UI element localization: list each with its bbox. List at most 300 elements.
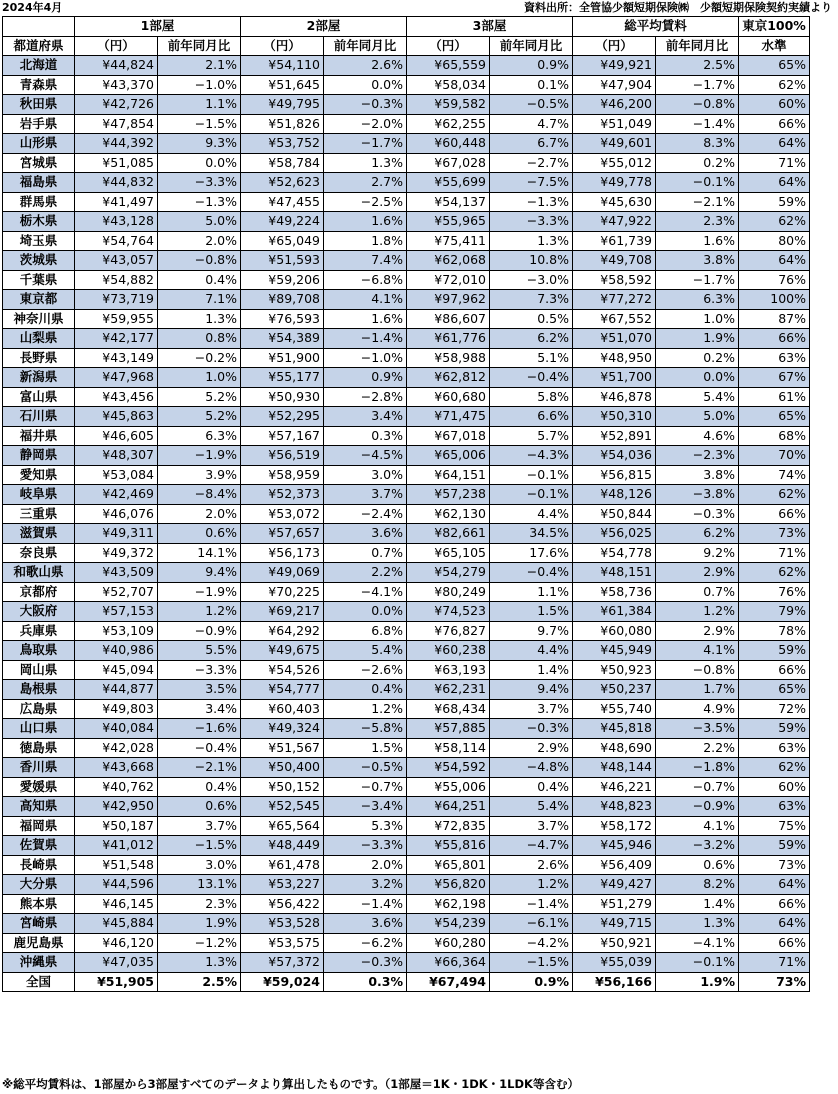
value-cell: 10.8%: [490, 251, 573, 271]
group-header-tokyo: 東京100%: [739, 17, 810, 37]
value-cell: ¥58,736: [573, 582, 656, 602]
value-cell: ¥60,680: [407, 387, 490, 407]
value-cell: 73%: [739, 855, 810, 875]
value-cell: −0.5%: [324, 758, 407, 778]
value-cell: −3.3%: [490, 212, 573, 232]
value-cell: ¥45,818: [573, 719, 656, 739]
prefecture-cell: 神奈川県: [3, 309, 75, 329]
value-cell: ¥51,567: [241, 738, 324, 758]
value-cell: 1.9%: [158, 914, 241, 934]
value-cell: −1.5%: [490, 953, 573, 973]
value-cell: ¥51,085: [75, 153, 158, 173]
table-body: [3, 56, 810, 992]
value-cell: ¥49,803: [75, 699, 158, 719]
value-cell: ¥46,076: [75, 504, 158, 524]
value-cell: 62%: [739, 758, 810, 778]
value-cell: 1.3%: [656, 914, 739, 934]
value-cell: ¥50,152: [241, 777, 324, 797]
value-cell: −1.9%: [158, 446, 241, 466]
value-cell: ¥76,827: [407, 621, 490, 641]
table-row: [3, 933, 810, 953]
value-cell: ¥49,675: [241, 641, 324, 661]
value-cell: 3.8%: [656, 251, 739, 271]
value-cell: −4.1%: [656, 933, 739, 953]
value-cell: ¥54,110: [241, 56, 324, 76]
value-cell: −7.5%: [490, 173, 573, 193]
value-cell: ¥61,478: [241, 855, 324, 875]
value-cell: ¥43,057: [75, 251, 158, 271]
value-cell: 8.3%: [656, 134, 739, 154]
prefecture-cell: 岩手県: [3, 114, 75, 134]
value-cell: 0.7%: [324, 543, 407, 563]
value-cell: ¥56,025: [573, 524, 656, 544]
value-cell: 3.6%: [324, 914, 407, 934]
table-row: [3, 836, 810, 856]
value-cell: ¥71,475: [407, 407, 490, 427]
value-cell: 63%: [739, 738, 810, 758]
value-cell: ¥62,198: [407, 894, 490, 914]
value-cell: 4.4%: [490, 641, 573, 661]
data-source: 資料出所：全管協少額短期保険㈱ 少額短期保険契約実績より: [524, 1, 832, 14]
prefecture-cell: 岡山県: [3, 660, 75, 680]
value-cell: 5.1%: [490, 348, 573, 368]
value-cell: ¥57,167: [241, 426, 324, 446]
sub-header-cell: 前年同月比: [490, 36, 573, 56]
table-row: [3, 407, 810, 427]
value-cell: 4.6%: [656, 426, 739, 446]
prefecture-cell: 岐阜県: [3, 485, 75, 505]
sub-header-cell: 前年同月比: [158, 36, 241, 56]
prefecture-cell: 大阪府: [3, 602, 75, 622]
value-cell: 64%: [739, 173, 810, 193]
value-cell: ¥43,128: [75, 212, 158, 232]
value-cell: ¥40,986: [75, 641, 158, 661]
value-cell: ¥56,820: [407, 875, 490, 895]
value-cell: 1.2%: [324, 699, 407, 719]
value-cell: ¥54,239: [407, 914, 490, 934]
value-cell: −3.3%: [158, 660, 241, 680]
value-cell: −0.1%: [656, 173, 739, 193]
value-cell: ¥65,564: [241, 816, 324, 836]
value-cell: −3.3%: [324, 836, 407, 856]
value-cell: 72%: [739, 699, 810, 719]
value-cell: −0.7%: [324, 777, 407, 797]
value-cell: ¥64,151: [407, 465, 490, 485]
sub-header-cell: 水準: [739, 36, 810, 56]
value-cell: 1.1%: [490, 582, 573, 602]
value-cell: 74%: [739, 465, 810, 485]
value-cell: ¥46,200: [573, 95, 656, 115]
prefecture-cell: 沖縄県: [3, 953, 75, 973]
value-cell: −0.3%: [656, 504, 739, 524]
value-cell: ¥55,039: [573, 953, 656, 973]
value-cell: 3.9%: [158, 465, 241, 485]
value-cell: −2.0%: [324, 114, 407, 134]
value-cell: ¥50,930: [241, 387, 324, 407]
value-cell: 2.3%: [158, 894, 241, 914]
value-cell: 4.4%: [490, 504, 573, 524]
value-cell: 61%: [739, 387, 810, 407]
value-cell: 6.7%: [490, 134, 573, 154]
value-cell: −1.7%: [656, 270, 739, 290]
value-cell: −0.3%: [324, 953, 407, 973]
value-cell: ¥59,206: [241, 270, 324, 290]
value-cell: 4.7%: [490, 114, 573, 134]
value-cell: 5.2%: [158, 407, 241, 427]
group-header-average: 総平均賃料: [573, 17, 739, 37]
value-cell: ¥42,950: [75, 797, 158, 817]
value-cell: 78%: [739, 621, 810, 641]
value-cell: ¥66,364: [407, 953, 490, 973]
group-header-row: [3, 17, 810, 37]
prefecture-cell: 熊本県: [3, 894, 75, 914]
value-cell: ¥58,172: [573, 816, 656, 836]
value-cell: ¥76,593: [241, 309, 324, 329]
sub-header-row: [3, 36, 810, 56]
value-cell: 2.5%: [656, 56, 739, 76]
value-cell: 2.6%: [490, 855, 573, 875]
value-cell: 6.6%: [490, 407, 573, 427]
value-cell: 66%: [739, 933, 810, 953]
value-cell: 1.6%: [656, 231, 739, 251]
value-cell: 62%: [739, 75, 810, 95]
value-cell: −6.2%: [324, 933, 407, 953]
value-cell: ¥72,835: [407, 816, 490, 836]
group-header-3room: 3部屋: [407, 17, 573, 37]
value-cell: 71%: [739, 153, 810, 173]
value-cell: ¥49,427: [573, 875, 656, 895]
value-cell: 0.4%: [324, 680, 407, 700]
value-cell: 0.4%: [158, 777, 241, 797]
value-cell: −1.9%: [158, 582, 241, 602]
value-cell: 1.6%: [324, 212, 407, 232]
value-cell: 65%: [739, 56, 810, 76]
value-cell: 73%: [739, 524, 810, 544]
value-cell: −1.3%: [158, 192, 241, 212]
sub-header-cell: 都道府県: [3, 36, 75, 56]
value-cell: ¥67,018: [407, 426, 490, 446]
value-cell: −3.5%: [656, 719, 739, 739]
value-cell: ¥57,885: [407, 719, 490, 739]
value-cell: ¥58,959: [241, 465, 324, 485]
value-cell: ¥61,739: [573, 231, 656, 251]
table-row: [3, 602, 810, 622]
value-cell: ¥64,251: [407, 797, 490, 817]
table-row: [3, 738, 810, 758]
value-cell: 73%: [739, 972, 810, 992]
value-cell: ¥54,592: [407, 758, 490, 778]
value-cell: 5.4%: [324, 641, 407, 661]
value-cell: ¥44,877: [75, 680, 158, 700]
value-cell: −1.4%: [656, 114, 739, 134]
value-cell: 1.4%: [490, 660, 573, 680]
value-cell: 1.3%: [158, 309, 241, 329]
value-cell: 1.7%: [656, 680, 739, 700]
value-cell: 2.2%: [656, 738, 739, 758]
value-cell: ¥62,812: [407, 368, 490, 388]
table-row: [3, 797, 810, 817]
value-cell: 0.4%: [158, 270, 241, 290]
value-cell: −2.1%: [656, 192, 739, 212]
value-cell: 0.0%: [324, 75, 407, 95]
value-cell: ¥57,238: [407, 485, 490, 505]
value-cell: ¥65,105: [407, 543, 490, 563]
value-cell: ¥54,882: [75, 270, 158, 290]
value-cell: ¥52,707: [75, 582, 158, 602]
prefecture-cell: 長崎県: [3, 855, 75, 875]
value-cell: ¥61,384: [573, 602, 656, 622]
prefecture-cell: 宮城県: [3, 153, 75, 173]
prefecture-cell: 奈良県: [3, 543, 75, 563]
table-row: [3, 524, 810, 544]
value-cell: 7.1%: [158, 290, 241, 310]
value-cell: 1.3%: [158, 953, 241, 973]
value-cell: 2.3%: [656, 212, 739, 232]
value-cell: ¥60,080: [573, 621, 656, 641]
value-cell: −4.8%: [490, 758, 573, 778]
value-cell: ¥41,497: [75, 192, 158, 212]
value-cell: −0.7%: [656, 777, 739, 797]
value-cell: 0.8%: [158, 329, 241, 349]
value-cell: −0.5%: [490, 95, 573, 115]
group-header-1room: 1部屋: [75, 17, 241, 37]
value-cell: 79%: [739, 602, 810, 622]
value-cell: −0.3%: [490, 719, 573, 739]
value-cell: ¥60,280: [407, 933, 490, 953]
value-cell: 63%: [739, 797, 810, 817]
value-cell: −5.8%: [324, 719, 407, 739]
value-cell: 62%: [739, 563, 810, 583]
value-cell: 64%: [739, 875, 810, 895]
prefecture-cell: 和歌山県: [3, 563, 75, 583]
value-cell: ¥63,193: [407, 660, 490, 680]
value-cell: ¥65,801: [407, 855, 490, 875]
value-cell: 3.4%: [324, 407, 407, 427]
value-cell: ¥50,237: [573, 680, 656, 700]
value-cell: 7.4%: [324, 251, 407, 271]
table-row: [3, 641, 810, 661]
value-cell: −2.4%: [324, 504, 407, 524]
value-cell: −0.9%: [158, 621, 241, 641]
value-cell: −1.7%: [656, 75, 739, 95]
value-cell: −0.1%: [656, 953, 739, 973]
value-cell: ¥44,596: [75, 875, 158, 895]
value-cell: ¥49,224: [241, 212, 324, 232]
value-cell: ¥45,946: [573, 836, 656, 856]
value-cell: 0.2%: [656, 153, 739, 173]
value-cell: 62%: [739, 485, 810, 505]
value-cell: ¥56,815: [573, 465, 656, 485]
value-cell: ¥51,700: [573, 368, 656, 388]
sub-header-cell: 前年同月比: [324, 36, 407, 56]
total-row: [3, 972, 810, 992]
value-cell: 1.8%: [324, 231, 407, 251]
value-cell: 75%: [739, 816, 810, 836]
value-cell: 4.1%: [324, 290, 407, 310]
prefecture-cell: 茨城県: [3, 251, 75, 271]
value-cell: −2.1%: [158, 758, 241, 778]
value-cell: 1.2%: [656, 602, 739, 622]
value-cell: ¥49,708: [573, 251, 656, 271]
value-cell: ¥41,012: [75, 836, 158, 856]
value-cell: 1.3%: [324, 153, 407, 173]
table-row: [3, 251, 810, 271]
value-cell: ¥56,166: [573, 972, 656, 992]
value-cell: ¥49,324: [241, 719, 324, 739]
table-row: [3, 563, 810, 583]
prefecture-cell: 埼玉県: [3, 231, 75, 251]
value-cell: ¥45,863: [75, 407, 158, 427]
value-cell: 3.0%: [324, 465, 407, 485]
value-cell: ¥43,509: [75, 563, 158, 583]
value-cell: 0.4%: [490, 777, 573, 797]
value-cell: 62%: [739, 212, 810, 232]
value-cell: 0.5%: [490, 309, 573, 329]
value-cell: 0.0%: [324, 602, 407, 622]
value-cell: −0.8%: [158, 251, 241, 271]
value-cell: 6.8%: [324, 621, 407, 641]
footnote: ※総平均賃料は、1部屋から3部屋すべてのデータより算出したものです。（1部屋＝1K・1DK・1LDK等含む）: [2, 1077, 579, 1091]
value-cell: ¥54,389: [241, 329, 324, 349]
table-row: [3, 504, 810, 524]
prefecture-cell: 富山県: [3, 387, 75, 407]
prefecture-cell: 山梨県: [3, 329, 75, 349]
value-cell: 4.1%: [656, 641, 739, 661]
value-cell: ¥45,949: [573, 641, 656, 661]
value-cell: 76%: [739, 270, 810, 290]
value-cell: ¥53,575: [241, 933, 324, 953]
value-cell: ¥72,010: [407, 270, 490, 290]
value-cell: ¥47,854: [75, 114, 158, 134]
value-cell: 76%: [739, 582, 810, 602]
value-cell: ¥89,708: [241, 290, 324, 310]
table-row: [3, 387, 810, 407]
prefecture-cell: 三重県: [3, 504, 75, 524]
value-cell: ¥58,784: [241, 153, 324, 173]
sub-header-cell: （円）: [241, 36, 324, 56]
value-cell: 3.7%: [490, 816, 573, 836]
value-cell: 0.0%: [158, 153, 241, 173]
table-row: [3, 446, 810, 466]
prefecture-cell: 広島県: [3, 699, 75, 719]
value-cell: ¥48,823: [573, 797, 656, 817]
value-cell: ¥47,904: [573, 75, 656, 95]
value-cell: ¥49,601: [573, 134, 656, 154]
value-cell: 34.5%: [490, 524, 573, 544]
value-cell: 70%: [739, 446, 810, 466]
value-cell: ¥50,844: [573, 504, 656, 524]
value-cell: 4.9%: [656, 699, 739, 719]
value-cell: ¥73,719: [75, 290, 158, 310]
value-cell: 2.9%: [656, 563, 739, 583]
value-cell: ¥69,217: [241, 602, 324, 622]
value-cell: ¥64,292: [241, 621, 324, 641]
value-cell: 0.6%: [656, 855, 739, 875]
value-cell: ¥56,422: [241, 894, 324, 914]
value-cell: ¥86,607: [407, 309, 490, 329]
value-cell: ¥56,173: [241, 543, 324, 563]
table-row: [3, 621, 810, 641]
value-cell: 2.7%: [324, 173, 407, 193]
value-cell: 67%: [739, 368, 810, 388]
prefecture-cell: 滋賀県: [3, 524, 75, 544]
table-row: [3, 270, 810, 290]
value-cell: ¥49,069: [241, 563, 324, 583]
value-cell: 13.1%: [158, 875, 241, 895]
value-cell: ¥61,776: [407, 329, 490, 349]
prefecture-cell: 大分県: [3, 875, 75, 895]
table-row: [3, 777, 810, 797]
value-cell: 7.3%: [490, 290, 573, 310]
table-row: [3, 914, 810, 934]
value-cell: 68%: [739, 426, 810, 446]
value-cell: 2.9%: [656, 621, 739, 641]
table-row: [3, 192, 810, 212]
value-cell: ¥58,114: [407, 738, 490, 758]
value-cell: 0.9%: [324, 368, 407, 388]
value-cell: 87%: [739, 309, 810, 329]
table-row: [3, 231, 810, 251]
value-cell: ¥51,593: [241, 251, 324, 271]
table-row: [3, 290, 810, 310]
value-cell: −4.2%: [490, 933, 573, 953]
value-cell: ¥45,094: [75, 660, 158, 680]
value-cell: −6.1%: [490, 914, 573, 934]
value-cell: 1.3%: [490, 231, 573, 251]
value-cell: ¥74,523: [407, 602, 490, 622]
value-cell: ¥40,762: [75, 777, 158, 797]
value-cell: ¥77,272: [573, 290, 656, 310]
value-cell: 5.2%: [158, 387, 241, 407]
value-cell: −3.2%: [656, 836, 739, 856]
table-row: [3, 95, 810, 115]
value-cell: 2.0%: [158, 504, 241, 524]
sub-header-cell: 前年同月比: [656, 36, 739, 56]
value-cell: ¥51,826: [241, 114, 324, 134]
value-cell: 9.2%: [656, 543, 739, 563]
value-cell: 5.0%: [656, 407, 739, 427]
prefecture-cell: 静岡県: [3, 446, 75, 466]
value-cell: −3.4%: [324, 797, 407, 817]
value-cell: ¥57,153: [75, 602, 158, 622]
value-cell: 59%: [739, 719, 810, 739]
prefecture-cell: 島根県: [3, 680, 75, 700]
table-row: [3, 134, 810, 154]
value-cell: ¥53,752: [241, 134, 324, 154]
value-cell: 3.6%: [324, 524, 407, 544]
prefecture-cell: 長野県: [3, 348, 75, 368]
value-cell: ¥58,988: [407, 348, 490, 368]
value-cell: 0.9%: [490, 56, 573, 76]
value-cell: 1.2%: [490, 875, 573, 895]
value-cell: ¥48,151: [573, 563, 656, 583]
value-cell: 3.0%: [158, 855, 241, 875]
table-row: [3, 173, 810, 193]
value-cell: ¥70,225: [241, 582, 324, 602]
value-cell: ¥47,922: [573, 212, 656, 232]
value-cell: ¥42,726: [75, 95, 158, 115]
prefecture-cell: 兵庫県: [3, 621, 75, 641]
value-cell: 6.3%: [158, 426, 241, 446]
value-cell: 9.7%: [490, 621, 573, 641]
prefecture-cell: 徳島県: [3, 738, 75, 758]
value-cell: ¥46,145: [75, 894, 158, 914]
value-cell: ¥56,519: [241, 446, 324, 466]
value-cell: ¥46,605: [75, 426, 158, 446]
table-row: [3, 114, 810, 134]
value-cell: ¥62,231: [407, 680, 490, 700]
value-cell: −0.4%: [490, 368, 573, 388]
